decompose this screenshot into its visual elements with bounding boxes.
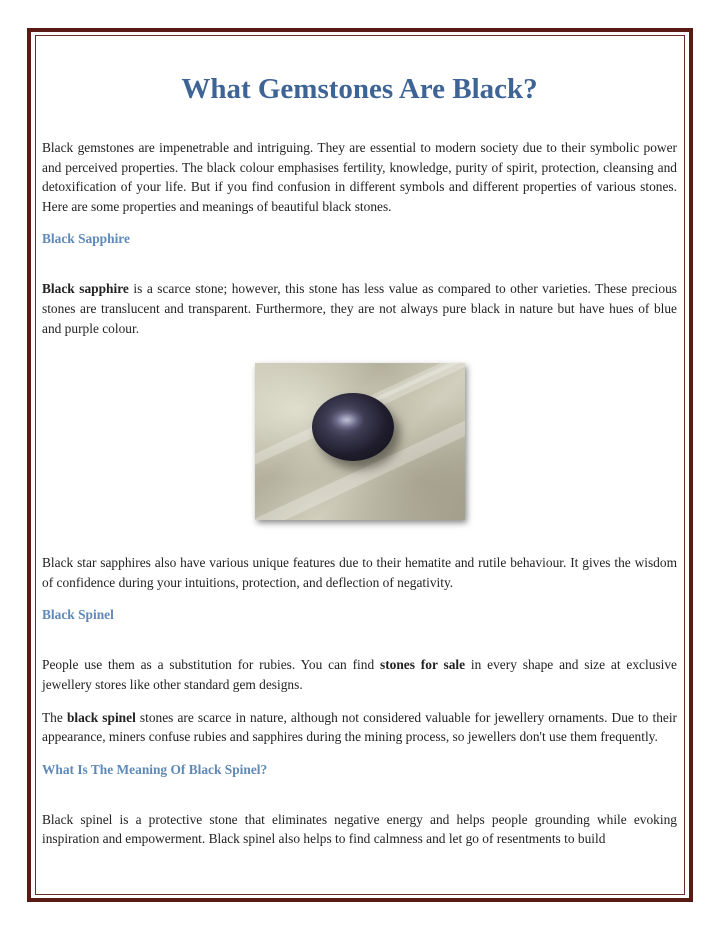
meaning-paragraph: Black spinel is a protective stone that eliminates negative energy and helps people grounding while evoking inspiration and empowerment. Black spinel also helps to find calmness and let go of resentments to build — [42, 811, 677, 847]
stones-for-sale-link: stones for sale — [379, 657, 466, 673]
sapphire-paragraph — [42, 279, 677, 338]
stone-highlight — [330, 409, 364, 431]
sapphire-paragraph-text: is a scarce stone; however, this stone has less value as compared to other varieties. These precious stones are translucent and transparent. Furthermore, they are not always pure black in nature but have hues of blue and purple colour. — [42, 281, 677, 336]
sapphire-bold-term: Black sapphire — [42, 281, 129, 297]
black-sapphire-stone — [312, 393, 394, 461]
heading-black-spinel: Black Spinel — [42, 607, 114, 623]
page-title: What Gemstones Are Black? — [181, 73, 538, 105]
spinel-p1-text-start: People use them as a substitution for rubies. You can find — [42, 657, 380, 673]
star-sapphire-paragraph: Black star sapphires also have various unique features due to their hematite and rutile behaviour. It gives the wisdom of confidence during your intuitions, protection, and deflection of negativity. — [42, 555, 677, 590]
spinel-p2-text-start: The — [42, 709, 67, 725]
black-spinel-bold-term: black spinel — [66, 709, 136, 725]
heading-meaning-black-spinel: What Is The Meaning Of Black Spinel? — [42, 761, 268, 777]
spinel-p2-text-end: stones are scarce in nature, although not considered valuable for jewellery ornaments. Due to their appearance, miners confuse rubies and sapphires during the mining process, so jewellers don't use them frequently. — [42, 709, 678, 745]
heading-black-sapphire: Black Sapphire — [42, 231, 130, 247]
spinel-paragraph-1 — [42, 655, 677, 694]
spinel-p1-text-end: in every shape and size at exclusive jewellery stores like other standard gem designs. — [42, 657, 677, 692]
intro-paragraph: Black gemstones are impenetrable and intriguing. They are essential to modern society due to their symbolic power and perceived properties. The black colour emphasises fertility, knowledge, purity of spirit, protection, cleansing and detoxification of your life. But if you find confusion in different symbols and different properties of various stones. Here are some properties and meanings of beautiful black stones. — [42, 140, 677, 214]
black-sapphire-photo — [255, 363, 465, 520]
spinel-paragraph-2 — [42, 708, 677, 747]
figure — [42, 363, 677, 520]
article — [42, 70, 677, 849]
